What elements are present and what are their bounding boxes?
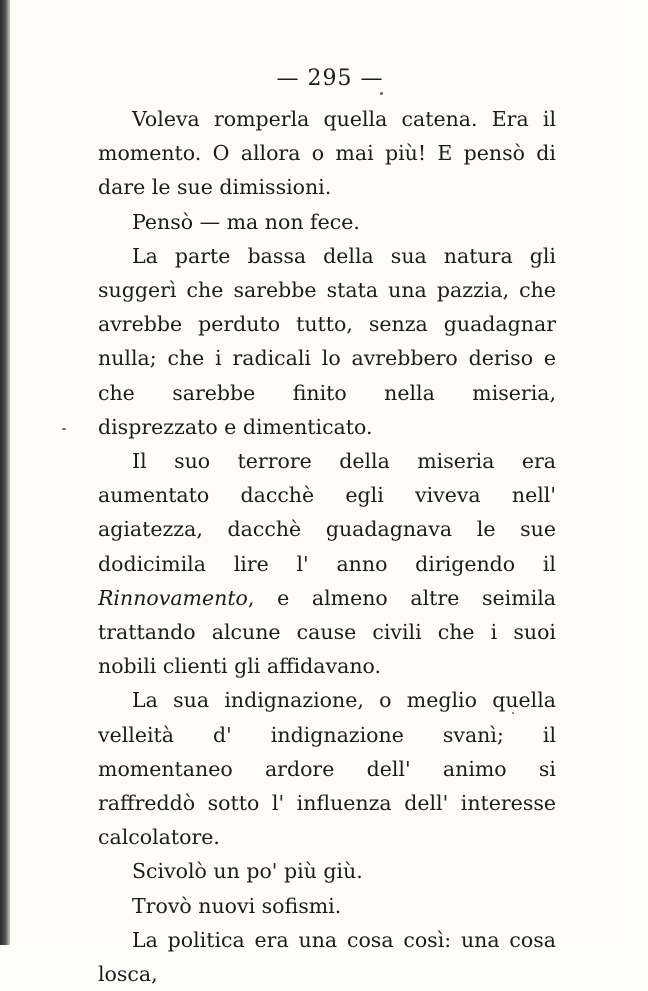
paragraph <box>98 444 556 683</box>
italic-title: Rinnovamento <box>98 585 248 610</box>
paragraph-text: Il suo terrore della miseria era aumentato dacchè egli viveva nell' agiatezza, dacchè guadagnava le sue dodicimila lire l' anno dirigendo il <box>98 449 556 576</box>
paragraph: Trovò nuovi sofismi. <box>132 893 342 918</box>
paragraph: La parte bassa della sua natura gli suggerì che sarebbe stata una pazzia, che avrebbe perduto tutto, senza guadagnar nulla; che i radicali lo avrebbero deriso e che sarebbe finito nella miseria, disprezzato e dimenticato. <box>98 243 556 439</box>
book-spine-shadow <box>0 0 10 945</box>
scan-speck <box>62 428 66 430</box>
paragraph: Scivolò un po' più giù. <box>132 859 363 884</box>
paragraph: Voleva romperla quella catena. Era il momento. O allora o mai più! E pensò di dare le sue dimissioni. <box>98 107 556 200</box>
paragraph: La sua indignazione, o meglio quella velleità d' indignazione svanì; il momentaneo ardore dell' animo si raffreddò sotto l' influenza dell' interesse calcolatore. <box>98 688 556 850</box>
paragraph-text: , e almeno altre seimila trattando alcune cause civili che i suoi nobili clienti gli affidavano. <box>98 585 556 679</box>
scan-speck <box>380 92 383 95</box>
paragraph: La politica era una cosa così: una cosa losca, <box>98 927 556 987</box>
page-number: — 295 — <box>276 66 384 91</box>
paragraph: Pensò — ma non fece. <box>132 209 360 234</box>
scan-speck <box>512 712 514 714</box>
page-body-text <box>98 102 556 991</box>
